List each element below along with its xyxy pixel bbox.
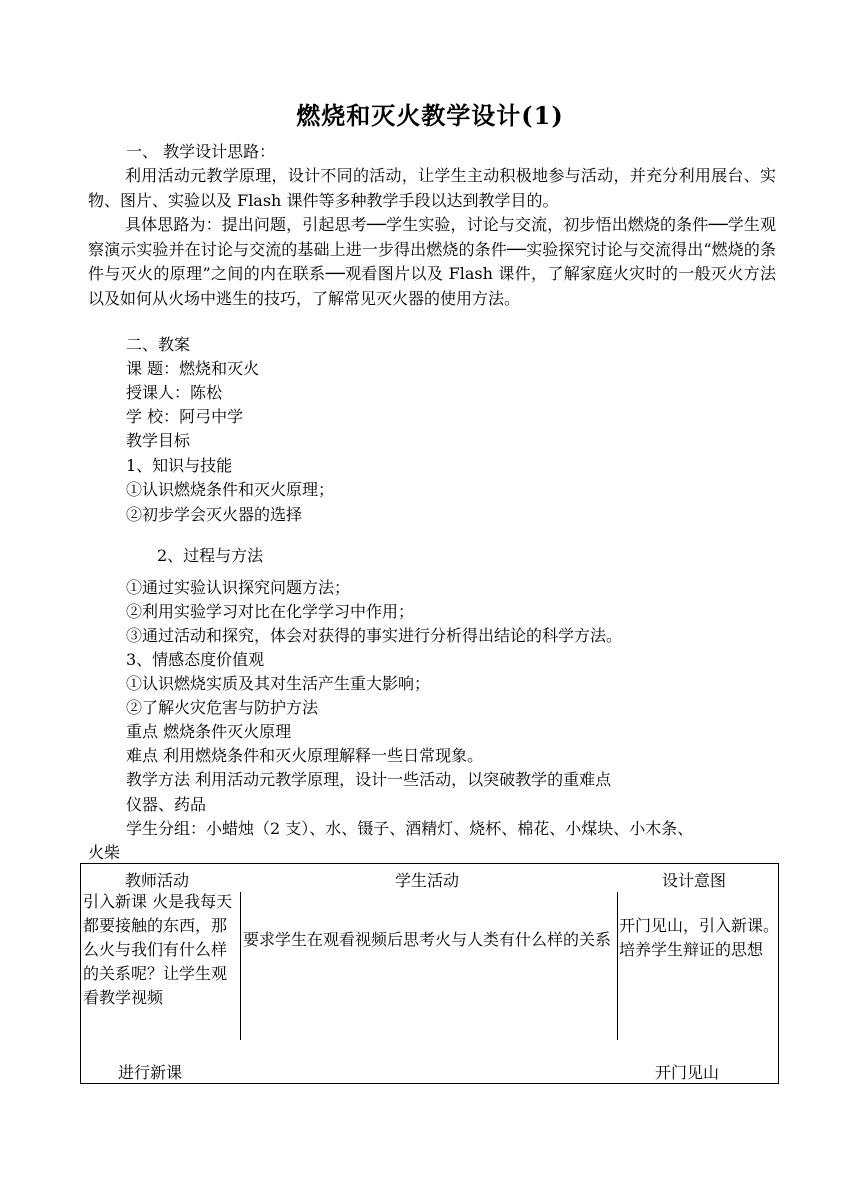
goal-2-heading: 2、过程与方法 [157,546,264,565]
cell-new-lesson-intent: 开门见山 [655,1063,720,1082]
lesson-school: 学 校：阿弓中学 [126,407,244,426]
lesson-teacher: 授课人：陈松 [126,383,223,402]
goal-2-item-b: ②利用实验学习对比在化学学习中作用； [126,602,415,621]
cell-design-intent: 开门见山，引入新课。培养学生辩证的思想 [619,916,780,959]
student-group-materials-cont: 火柴 [88,843,121,862]
cell-new-lesson: 进行新课 [118,1063,183,1082]
header-design-intent: 设计意图 [662,871,727,890]
difficult-point: 难点 利用燃烧条件和灭火原理解释一些日常现象。 [126,746,484,765]
column-divider [240,892,241,1040]
paragraph-design-idea: 利用活动元教学原理，设计不同的活动，让学生主动积极地参与活动，并充分利用展台、实物、图片、实验以及 Flash 课件等多种教学手段以达到教学目的。 [88,166,776,210]
goal-3-item-b: ②了解火灾危害与防护方法 [126,698,319,717]
paragraph-specific-idea: 具体思路为：提出问题，引起思考──学生实验，讨论与交流，初步悟出燃烧的条件──学生观察演示实验并在讨论与交流的基础上进一步得出燃烧的条件──实验探究讨论与交流得出“燃烧的条件与灭火的原理”之间的内在联系──观看图片以及 Flash 课件，了解家庭火灾时的一般灭火方法以及如何从火场中逃生的技巧，了解常见灭火器的使用方法。 [88,215,776,308]
lesson-topic: 课 题：燃烧和灭火 [126,359,260,378]
goal-3-heading: 3、情感态度价值观 [126,650,265,669]
activity-table [80,863,779,1084]
equipment-heading: 仪器、药品 [126,795,207,814]
student-group-materials: 学生分组：小蜡烛（2 支）、水、镊子、酒精灯、烧杯、棉花、小煤块、小木条、 [126,819,694,838]
cell-teacher-activity: 引入新课 火是我每天都要接触的东西，那么火与我们有什么样的关系呢？让学生观看教学视频 [83,892,233,1007]
column-divider [617,892,618,1040]
goal-1-item-a: ①认识燃烧条件和灭火原理； [126,480,335,499]
goal-3-item-a: ①认识燃烧实质及其对生活产生重大影响； [126,674,431,693]
goal-2-item-c: ③通过活动和探究，体会对获得的事实进行分析得出结论的科学方法。 [126,626,623,645]
section-heading-2: 二、教案 [126,335,191,354]
header-teacher-activity: 教师活动 [125,871,190,890]
teaching-method: 教学方法 利用活动元教学原理，设计一些活动，以突破教学的重难点 [126,770,612,789]
goals-heading: 教学目标 [126,431,191,450]
cell-student-activity: 要求学生在观看视频后思考火与人类有什么样的关系 [243,930,612,949]
goal-1-heading: 1、知识与技能 [126,456,233,475]
document-title: 燃烧和灭火教学设计(1) [296,101,564,130]
section-heading-1: 一、 教学设计思路： [126,142,276,161]
goal-1-item-b: ②初步学会灭火器的选择 [126,505,303,524]
key-point: 重点 燃烧条件灭火原理 [126,722,292,741]
goal-2-item-a: ①通过实验认识探究问题方法； [126,578,351,597]
header-student-activity: 学生活动 [395,871,460,890]
